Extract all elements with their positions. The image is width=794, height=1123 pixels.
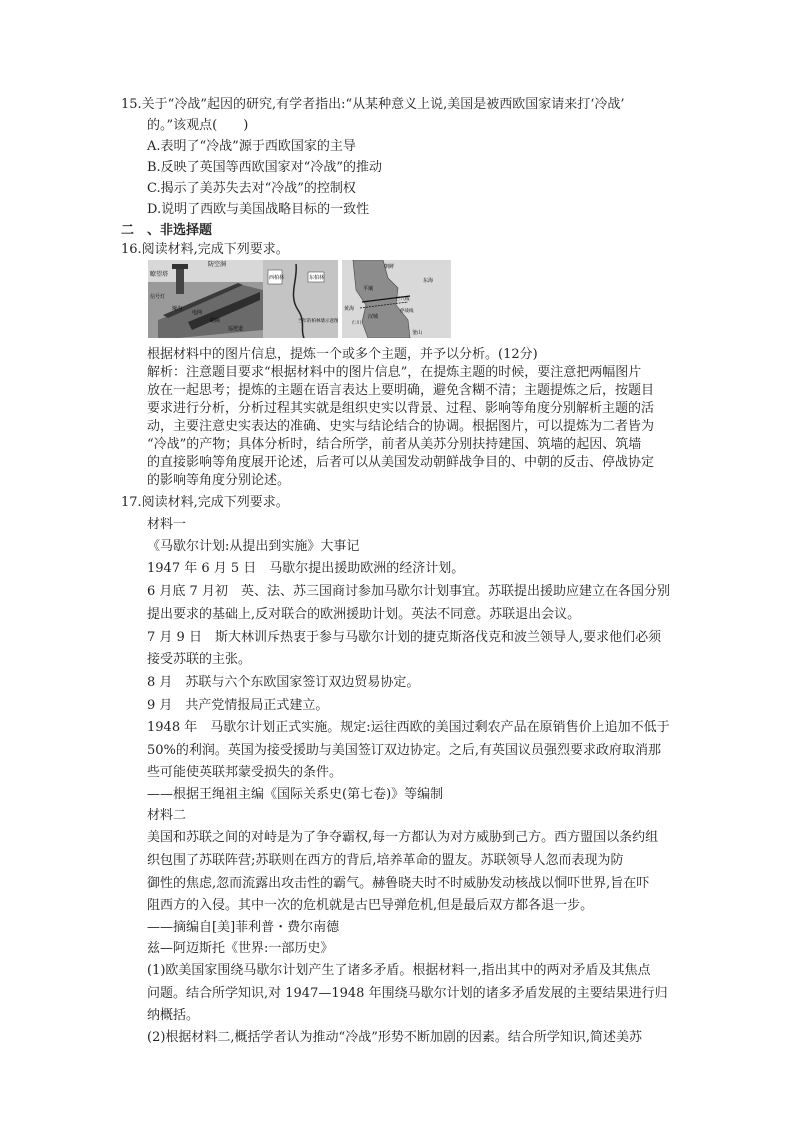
q15-option-b: B.反映了英国等西欧国家对“冷战”的推动: [147, 160, 382, 175]
q17-material2-line: 御性的焦虑,忽而流露出攻击性的霸气。赫鲁晓夫时不时威胁发动核战以恫吓世界,旨在吓: [147, 876, 650, 891]
q16-analysis-line: 解析：注意题目要求“根据材料中的图片信息”，在提炼主题的时候，要注意把两幅图片: [147, 365, 642, 380]
q17-material1-line: 接受苏联的主张。: [147, 652, 252, 667]
fig-label-left-6: 路障: [210, 318, 221, 324]
berlin-map-image: [263, 260, 339, 338]
q17-material2-line: 织包围了苏联阵营;苏联则在西方的背后,培养革命的盟友。苏联领导人忽而表现为防: [147, 853, 624, 868]
korea-map-image: [342, 260, 451, 338]
fig-label-pyongyang: 平壤: [363, 286, 374, 292]
q16-analysis-line: 要求进行分析，分析过程其实就是组织史实以背景、过程、影响等角度分别解析主题的活: [147, 401, 655, 416]
fig-label-korea: 朝鲜: [384, 264, 395, 270]
q15-option-d: D.说明了西欧与美国战略目标的一致性: [147, 202, 370, 217]
q17-stem: 17.阅读材料,完成下列要求。: [121, 495, 289, 510]
fig-label-left-1: 瞭望塔: [150, 271, 169, 278]
fig-label-38th-parallel: 三八线: [396, 297, 410, 302]
fig-label-left-7: 巡逻道: [228, 326, 244, 332]
q17-material1-heading: 《马歇尔计划:从提出到实施》大事记: [147, 539, 360, 554]
q16-analysis-line: 动，主要注意史实表达的准确、史实与结论结合的协调。根据图片，可以提炼为二者皆为: [147, 419, 655, 434]
fig-label-east-berlin: 东柏林: [309, 275, 325, 281]
q15-option-a: A.表明了“冷战”源于西欧国家的主导: [147, 139, 356, 154]
q17-sub1-line: 问题。结合所学知识,对 1947—1948 年围绕马歇尔计划的诸多矛盾发展的主要结果进行归: [147, 986, 668, 1001]
q17-material2-title: 材料二: [147, 808, 187, 823]
q17-material1-line: 9 月 共产党情报局正式建立。: [147, 698, 329, 713]
q15-stem-line2: 的。”该观点( ): [147, 118, 249, 133]
q17-material1-source: ——根据王绳祖主编《国际关系史(第七卷)》等编制: [147, 787, 444, 802]
fig-label-left-5: 电网: [192, 310, 203, 316]
q17-sub2-line: (2)根据材料二,概括学者认为推动“冷战”形势不断加剧的因素。结合所学知识,简述美苏: [147, 1030, 642, 1045]
section-heading-nonchoice: 二 、非选择题: [121, 223, 213, 238]
fig-label-armistice-line: 停战线: [400, 309, 414, 314]
q15-option-c: C.揭示了美苏失去对“冷战”的控制权: [147, 181, 356, 196]
q17-sub1-line: (1)欧美国家围绕马歇尔计划产生了诸多矛盾。根据材料一,指出其中的两对矛盾及其焦点: [147, 963, 651, 978]
fig-label-yellow-sea: 黄海: [344, 306, 355, 312]
q16-analysis-line: 放在一起思考；提炼的主题在语言表达上要明确，避免含糊不清；主题提炼之后，按题目: [147, 383, 655, 398]
q17-material1-line: 7 月 9 日 斯大林训斥热衷于参与马歇尔计划的捷克斯洛伐克和波兰领导人,要求他们必须: [147, 630, 662, 645]
fig-label-west-berlin: 西柏林: [269, 275, 285, 281]
q17-material1-line: 些可能使英联邦蒙受损失的条件。: [147, 765, 343, 780]
q17-material2-source: 兹—阿迈斯托《世界:一部历史》: [147, 941, 334, 956]
q17-material1-title: 材料一: [147, 517, 187, 532]
q17-sub1-line: 纳概括。: [147, 1008, 200, 1023]
q16-analysis-line: 的影响等角度分别论述。: [147, 473, 291, 488]
q16-figure-images: [148, 260, 451, 338]
q17-material2-line: 阻西方的入侵。其中一次的危机就是古巴导弹危机,但是最后双方都各退一步。: [147, 898, 594, 913]
fig-label-busan: 釜山: [412, 330, 423, 336]
q17-material1-line: 8 月 苏联与六个东欧国家签订双边贸易协定。: [147, 675, 420, 690]
q15-stem-line1: 15.关于“冷战”起因的研究,有学者指出:“从某种意义上说,美国是被西欧国家请来打‘冷战’: [121, 97, 625, 112]
fig-label-left-3: 信号灯: [150, 294, 166, 300]
q16-analysis-line: “冷战”的产物；具体分析时，结合所学，前者从美苏分别扶持建国、筑墙的起因、筑墙: [147, 437, 642, 452]
q17-material1-line: 50%的利润。英国为接受援助与美国签订双边协定。之后,有英国议员强烈要求政府取消那: [147, 743, 662, 758]
q16-task: 根据材料中的图片信息，提炼一个或多个主题，并予以分析。(12分): [147, 347, 538, 362]
q17-material2-source: ——摘编自[美]菲利普・费尔南德: [147, 920, 340, 935]
fig-label-east-sea: 东海: [423, 278, 434, 284]
fig-caption-berlin-wall: 当年的柏林墙示意图: [298, 319, 339, 324]
fig-label-incheon: 仁川: [352, 321, 361, 326]
q17-material1-line: 1947 年 6 月 5 日 马歇尔提出援助欧洲的经济计划。: [147, 561, 465, 576]
q17-material2-line: 美国和苏联之间的对峙是为了争夺霸权,每一方都认为对方威胁到己方。西方盟国以条约组: [147, 830, 659, 845]
fig-label-seoul: 汉城: [368, 314, 379, 320]
q17-material1-line: 提出要求的基础上,反对联合的欧洲援助计划。英法不同意。苏联退出会议。: [147, 607, 581, 622]
q17-material1-line: 1948 年 马歇尔计划正式实施。规定:运往西欧的美国过剩农产品在原销售价上追加不低于: [147, 720, 670, 735]
fig-label-left-4: 壕沟: [172, 306, 183, 312]
berlin-wall-structure-image: [148, 260, 263, 338]
q17-material1-line: 6 月底 7 月初 英、法、苏三国商讨参加马歇尔计划事宜。苏联提出援助应建立在各国分别: [147, 584, 670, 599]
q16-analysis-line: 的直接影响等角度展开论述，后者可以从美国发动朝鲜战争目的、中朝的反击、停战协定: [147, 455, 655, 470]
fig-label-left-2: 防空洞: [208, 261, 227, 268]
q16-stem: 16.阅读材料,完成下列要求。: [121, 242, 289, 257]
